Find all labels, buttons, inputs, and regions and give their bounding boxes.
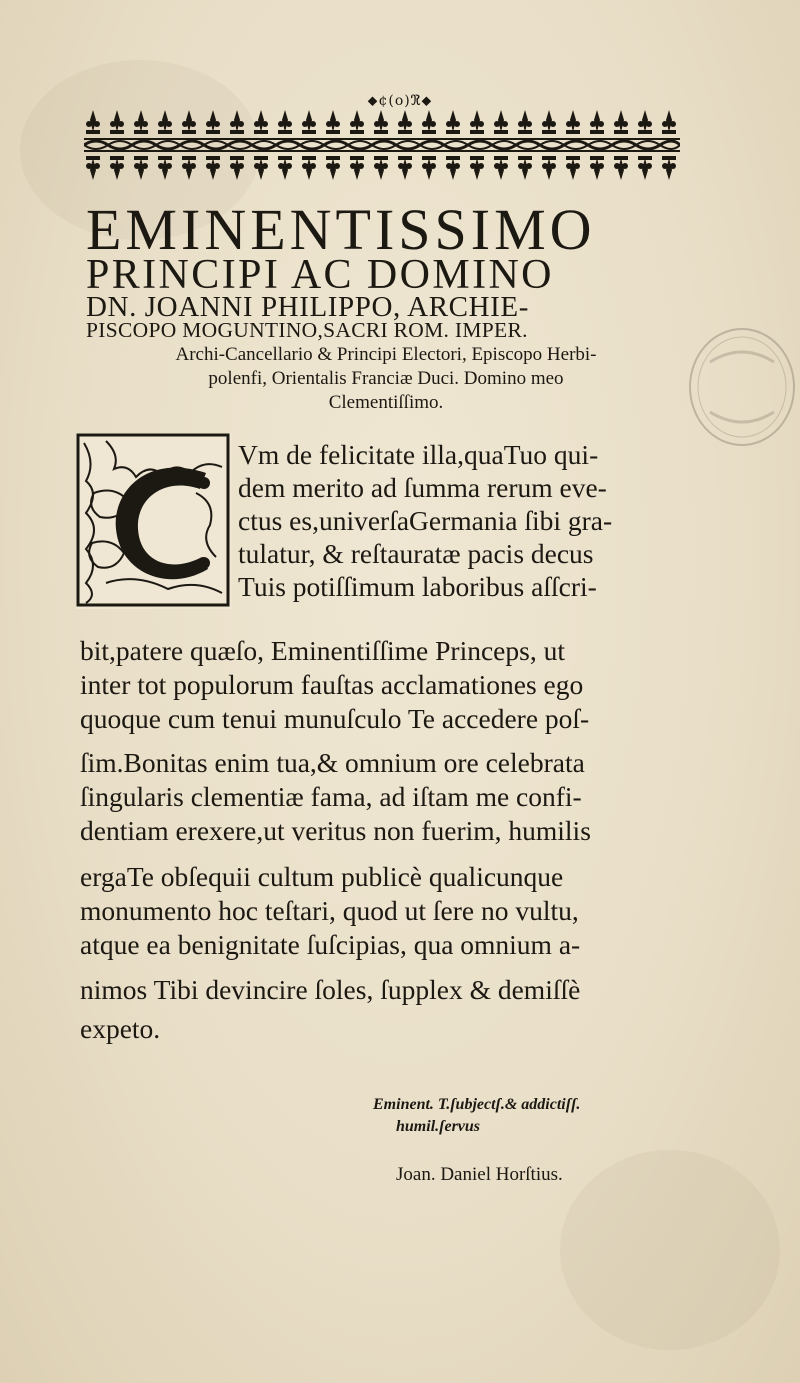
- text-line: dem merito ad ſumma rerum eve-: [238, 472, 607, 503]
- text-line: inter tot populorum fauſtas acclamationes ego: [80, 669, 584, 700]
- ornament-bottom-row: [86, 156, 676, 180]
- text-line: Tuis potiſſimum laboribus aſſcri-: [238, 571, 597, 602]
- address-line: Archi-Cancellario & Principi Electori, Episcopo Herbi-: [175, 344, 597, 365]
- paper-stain: [560, 1150, 780, 1350]
- text-line: ſim.Bonitas enim tua,& omnium ore celebrata: [80, 747, 585, 778]
- text-line: nimos Tibi devincire ſoles, ſupplex & demiſſè: [80, 974, 581, 1005]
- text-line: bit,patere quæſo, Eminentiſſime Princeps, ut: [80, 635, 565, 666]
- signature-mark: ⬥¢(o)ℜ⬥: [367, 93, 433, 109]
- text-line: atque ea benignitate ſuſcipias, qua omnium a-: [80, 929, 581, 960]
- text-line: Vm de felicitate illa,quaTuo qui-: [238, 439, 599, 470]
- library-stamp: [680, 322, 800, 452]
- signoff-line-2: humil.ſervus: [396, 1118, 481, 1135]
- text-line: quoque cum tenui munuſculo Te accedere poſ-: [80, 703, 590, 734]
- signer-name: Joan. Daniel Horſtius.: [396, 1164, 563, 1185]
- signoff-line-1: Eminent. T.ſubjectſ.& addictiſſ.: [373, 1096, 581, 1113]
- heading-line-4: PISCOPO MOGUNTINO,SACRI ROM. IMPER.: [86, 318, 528, 342]
- text-line: dentiam erexere,ut veritus non fuerim, humilis: [80, 815, 591, 846]
- text-line: ergaTe obſequii cultum publicè qualicunque: [80, 861, 564, 892]
- ornament-top-row: [86, 110, 676, 134]
- heading-line-3: DN. JOANNI PHILIPPO, ARCHIE-: [86, 291, 529, 323]
- address-line: Clementiſſimo.: [328, 392, 444, 413]
- text-line: tulatur, & reſtauratæ pacis decus: [238, 538, 594, 569]
- address-line: polenfi, Orientalis Franciæ Duci. Domino meo: [208, 368, 564, 389]
- text-line: ctus es,univerſaGermania ſibi gra-: [238, 505, 613, 536]
- heading-line-1: EMINENTISSIMO: [86, 197, 596, 262]
- ornament-middle-row: [84, 138, 680, 152]
- text-line: monumento hoc teſtari, quod ut ſere no vultu,: [80, 895, 579, 926]
- drop-cap-initial: [76, 433, 232, 609]
- text-line: ſingularis clementiæ fama, ad iſtam me confi-: [80, 781, 582, 812]
- ornamental-border: [84, 106, 680, 184]
- text-line: expeto.: [80, 1013, 161, 1044]
- heading-line-2: PRINCIPI AC DOMINO: [86, 252, 554, 298]
